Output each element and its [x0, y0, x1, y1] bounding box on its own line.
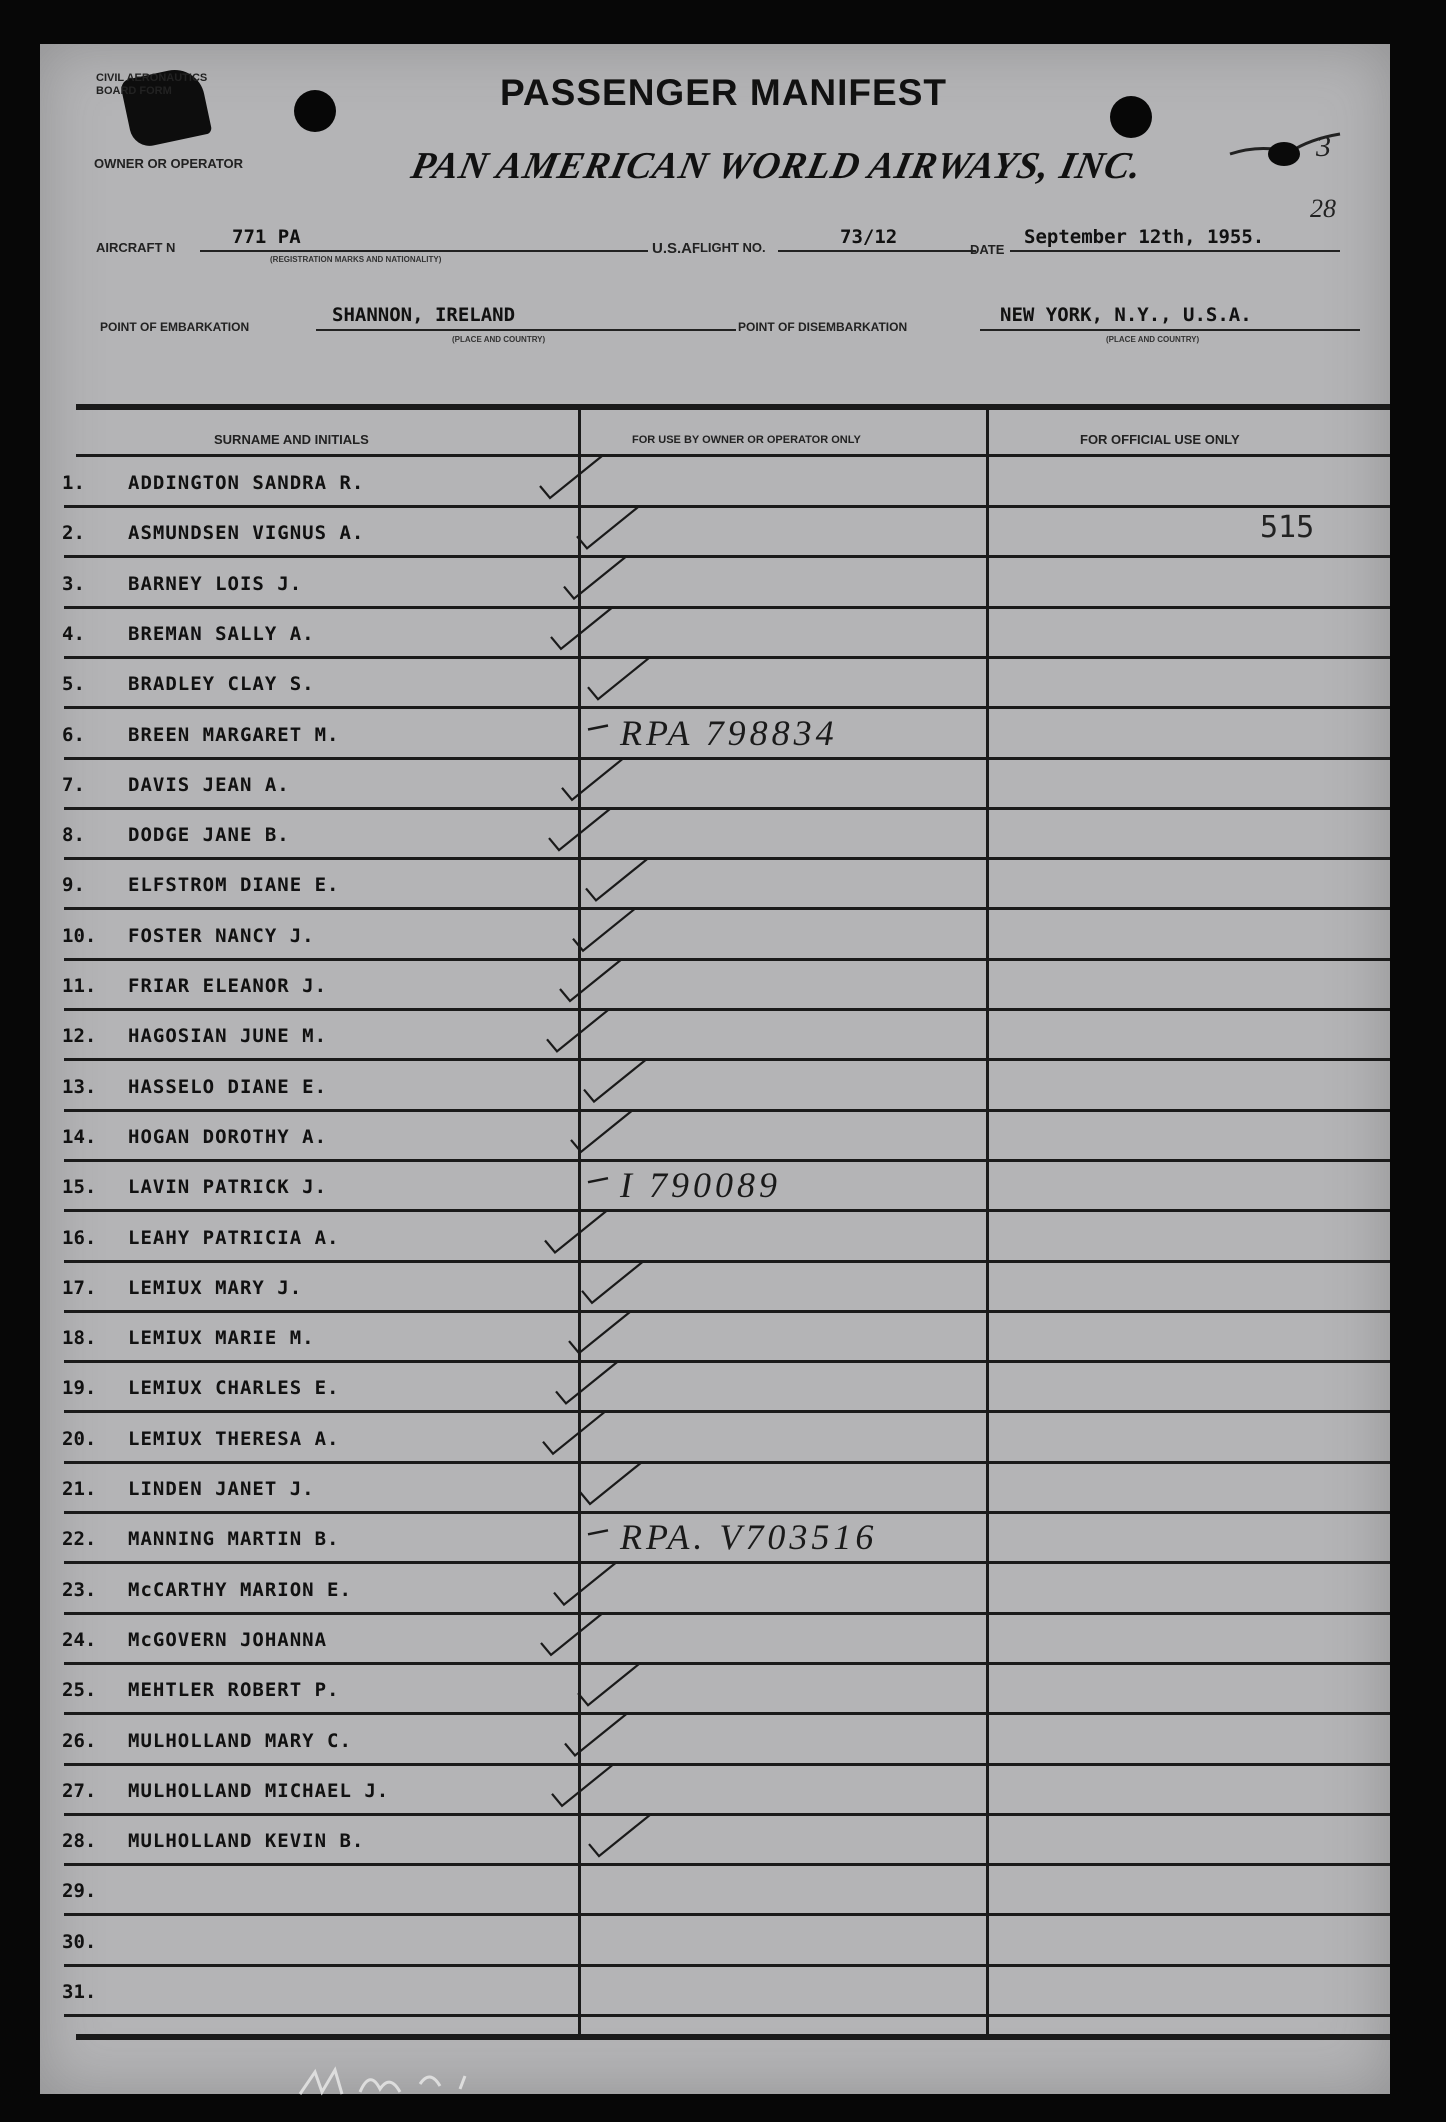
table-row	[40, 458, 1390, 508]
row-number: 24.	[62, 1628, 97, 1651]
row-number: 14.	[62, 1125, 97, 1148]
passenger-name: ADDINGTON SANDRA R.	[128, 472, 365, 494]
flight-label: FLIGHT NO.	[692, 240, 766, 255]
date-underline	[1010, 250, 1340, 252]
table-row	[40, 760, 1390, 810]
aircraft-sub-label: (REGISTRATION MARKS AND NATIONALITY)	[270, 255, 442, 264]
table-row	[40, 1716, 1390, 1766]
page-title: PASSENGER MANIFEST	[500, 72, 947, 113]
table-row	[40, 508, 1390, 558]
disembark-underline	[980, 329, 1360, 331]
operator-note: RPA. V703516	[620, 1517, 878, 1558]
passenger-name: BARNEY LOIS J.	[128, 572, 303, 595]
table-row	[40, 860, 1390, 910]
table-row	[40, 1313, 1390, 1363]
passenger-name: LEMIUX CHARLES E.	[128, 1377, 340, 1400]
row-number: 16.	[62, 1226, 97, 1249]
passenger-name: BRADLEY CLAY S.	[128, 673, 315, 696]
date-label: DATE	[970, 242, 1005, 257]
row-number: 13.	[62, 1075, 97, 1098]
passenger-name: LEAHY PATRICIA A.	[128, 1226, 340, 1249]
row-number: 8.	[62, 824, 85, 847]
passenger-name: MEHTLER ROBERT P.	[128, 1679, 340, 1702]
signature-scribble	[290, 2064, 590, 2104]
row-number: 5.	[62, 673, 85, 696]
table-row	[40, 961, 1390, 1011]
row-number: 12.	[62, 1025, 97, 1048]
table-row	[40, 1062, 1390, 1112]
passenger-name: MANNING MARTIN B.	[128, 1528, 340, 1551]
table-row	[40, 710, 1390, 760]
table-row	[40, 1766, 1390, 1816]
disembark-sub-label: (PLACE AND COUNTRY)	[1106, 335, 1200, 344]
passenger-name: ELFSTROM DIANE E.	[128, 874, 340, 897]
table-top-rule	[76, 404, 1390, 410]
row-number: 19.	[62, 1377, 97, 1400]
table-row	[40, 1967, 1390, 2017]
row-number: 11.	[62, 975, 97, 997]
passenger-name: HAGOSIAN JUNE M.	[128, 1025, 328, 1048]
passenger-name: FOSTER NANCY J.	[128, 924, 315, 947]
table-row	[40, 810, 1390, 860]
passenger-name: FRIAR ELEANOR J.	[128, 975, 328, 997]
owner-label: OWNER OR OPERATOR	[94, 156, 244, 171]
passenger-name: MULHOLLAND MARY C.	[128, 1729, 352, 1752]
row-number: 20.	[62, 1427, 97, 1450]
row-number: 25.	[62, 1679, 97, 1702]
passenger-name: ASMUNDSEN VIGNUS A.	[128, 522, 365, 545]
row-rule	[64, 2014, 1390, 2017]
operator-note: I 790089	[620, 1165, 781, 1206]
row-number: 7.	[62, 773, 85, 796]
row-number: 29.	[62, 1880, 97, 1903]
column-header-operator: FOR USE BY OWNER OR OPERATOR ONLY	[632, 434, 861, 446]
row-number: 6.	[62, 723, 85, 746]
operator-name: PAN AMERICAN WORLD AIRWAYS, INC.	[407, 145, 1147, 187]
corner-number: 3	[1316, 130, 1331, 163]
row-number: 28.	[62, 1830, 97, 1853]
passenger-name: McCARTHY MARION E.	[128, 1578, 352, 1601]
table-row	[40, 1363, 1390, 1413]
passenger-name: BREMAN SALLY A.	[128, 622, 315, 645]
row-number: 26.	[62, 1729, 97, 1752]
aircraft-value: 771 PA	[232, 226, 301, 248]
row-number: 23.	[62, 1578, 97, 1601]
disembark-label: POINT OF DISEMBARKATION	[738, 320, 908, 334]
corner-pencil-mark	[1220, 94, 1360, 174]
embark-label: POINT OF EMBARKATION	[100, 320, 250, 334]
table-row	[40, 1816, 1390, 1866]
table-row	[40, 659, 1390, 709]
disembark-value: NEW YORK, N.Y., U.S.A.	[1000, 304, 1252, 326]
table-bottom-rule	[76, 2034, 1390, 2040]
manifest-page	[40, 44, 1390, 2094]
row-number: 10.	[62, 924, 97, 947]
aircraft-underline	[200, 250, 648, 252]
row-number: 17.	[62, 1276, 97, 1299]
punch-hole-left	[294, 90, 336, 132]
table-row	[40, 609, 1390, 659]
passenger-name: BREEN MARGARET M.	[128, 723, 340, 746]
row-number: 21.	[62, 1478, 97, 1500]
row-number: 2.	[62, 522, 85, 545]
table-header-rule	[76, 454, 1390, 457]
passenger-name: LEMIUX MARY J.	[128, 1276, 303, 1299]
embark-value: SHANNON, IRELAND	[332, 304, 516, 326]
row-number: 30.	[62, 1930, 97, 1953]
row-number: 1.	[62, 472, 85, 494]
table-row	[40, 1414, 1390, 1464]
passenger-name: LEMIUX THERESA A.	[128, 1427, 340, 1450]
table-row	[40, 1565, 1390, 1615]
table-row	[40, 1263, 1390, 1313]
official-note: 515	[1260, 510, 1315, 546]
flight-underline	[778, 250, 976, 252]
table-row	[40, 1162, 1390, 1212]
aircraft-label: AIRCRAFT N	[96, 240, 176, 255]
table-row	[40, 1866, 1390, 1916]
table-row	[40, 1615, 1390, 1665]
table-row	[40, 559, 1390, 609]
row-number: 27.	[62, 1779, 97, 1802]
passenger-name: MULHOLLAND MICHAEL J.	[128, 1779, 390, 1802]
date-note: 28	[1310, 194, 1336, 223]
passenger-name: LAVIN PATRICK J.	[128, 1176, 328, 1199]
row-number: 15.	[62, 1176, 97, 1199]
embark-underline	[316, 329, 736, 331]
passenger-name: DODGE JANE B.	[128, 824, 290, 847]
passenger-name: LINDEN JANET J.	[128, 1478, 315, 1500]
form-code-stamp: CIVIL AERONAUTICS BOARD FORM	[96, 72, 221, 142]
row-number: 3.	[62, 572, 85, 595]
flight-value: 73/12	[840, 226, 898, 248]
punch-hole-right	[1110, 96, 1152, 138]
embark-sub-label: (PLACE AND COUNTRY)	[452, 335, 546, 344]
table-row	[40, 1665, 1390, 1715]
table-row	[40, 1011, 1390, 1061]
table-row	[40, 1213, 1390, 1263]
table-row	[40, 1514, 1390, 1564]
table-row	[40, 1112, 1390, 1162]
column-header-surname: SURNAME AND INITIALS	[214, 432, 369, 447]
passenger-name: MULHOLLAND KEVIN B.	[128, 1830, 365, 1853]
passenger-name: HASSELO DIANE E.	[128, 1075, 328, 1098]
passenger-name: McGOVERN JOHANNA	[128, 1628, 328, 1651]
passenger-name: HOGAN DOROTHY A.	[128, 1125, 328, 1148]
row-number: 18.	[62, 1327, 97, 1350]
table-row	[40, 1464, 1390, 1514]
row-number: 9.	[62, 874, 85, 897]
passenger-name: LEMIUX MARIE M.	[128, 1327, 315, 1350]
column-header-official: FOR OFFICIAL USE ONLY	[1080, 432, 1240, 447]
table-row	[40, 1917, 1390, 1967]
table-row	[40, 911, 1390, 961]
operator-note: RPA 798834	[620, 712, 838, 753]
usa-label: U.S.A.	[652, 240, 697, 257]
date-value: September 12th, 1955.	[1024, 226, 1265, 248]
row-number: 31.	[62, 1981, 97, 2003]
row-number: 22.	[62, 1528, 97, 1551]
row-number: 4.	[62, 622, 85, 645]
passenger-name: DAVIS JEAN A.	[128, 773, 290, 796]
